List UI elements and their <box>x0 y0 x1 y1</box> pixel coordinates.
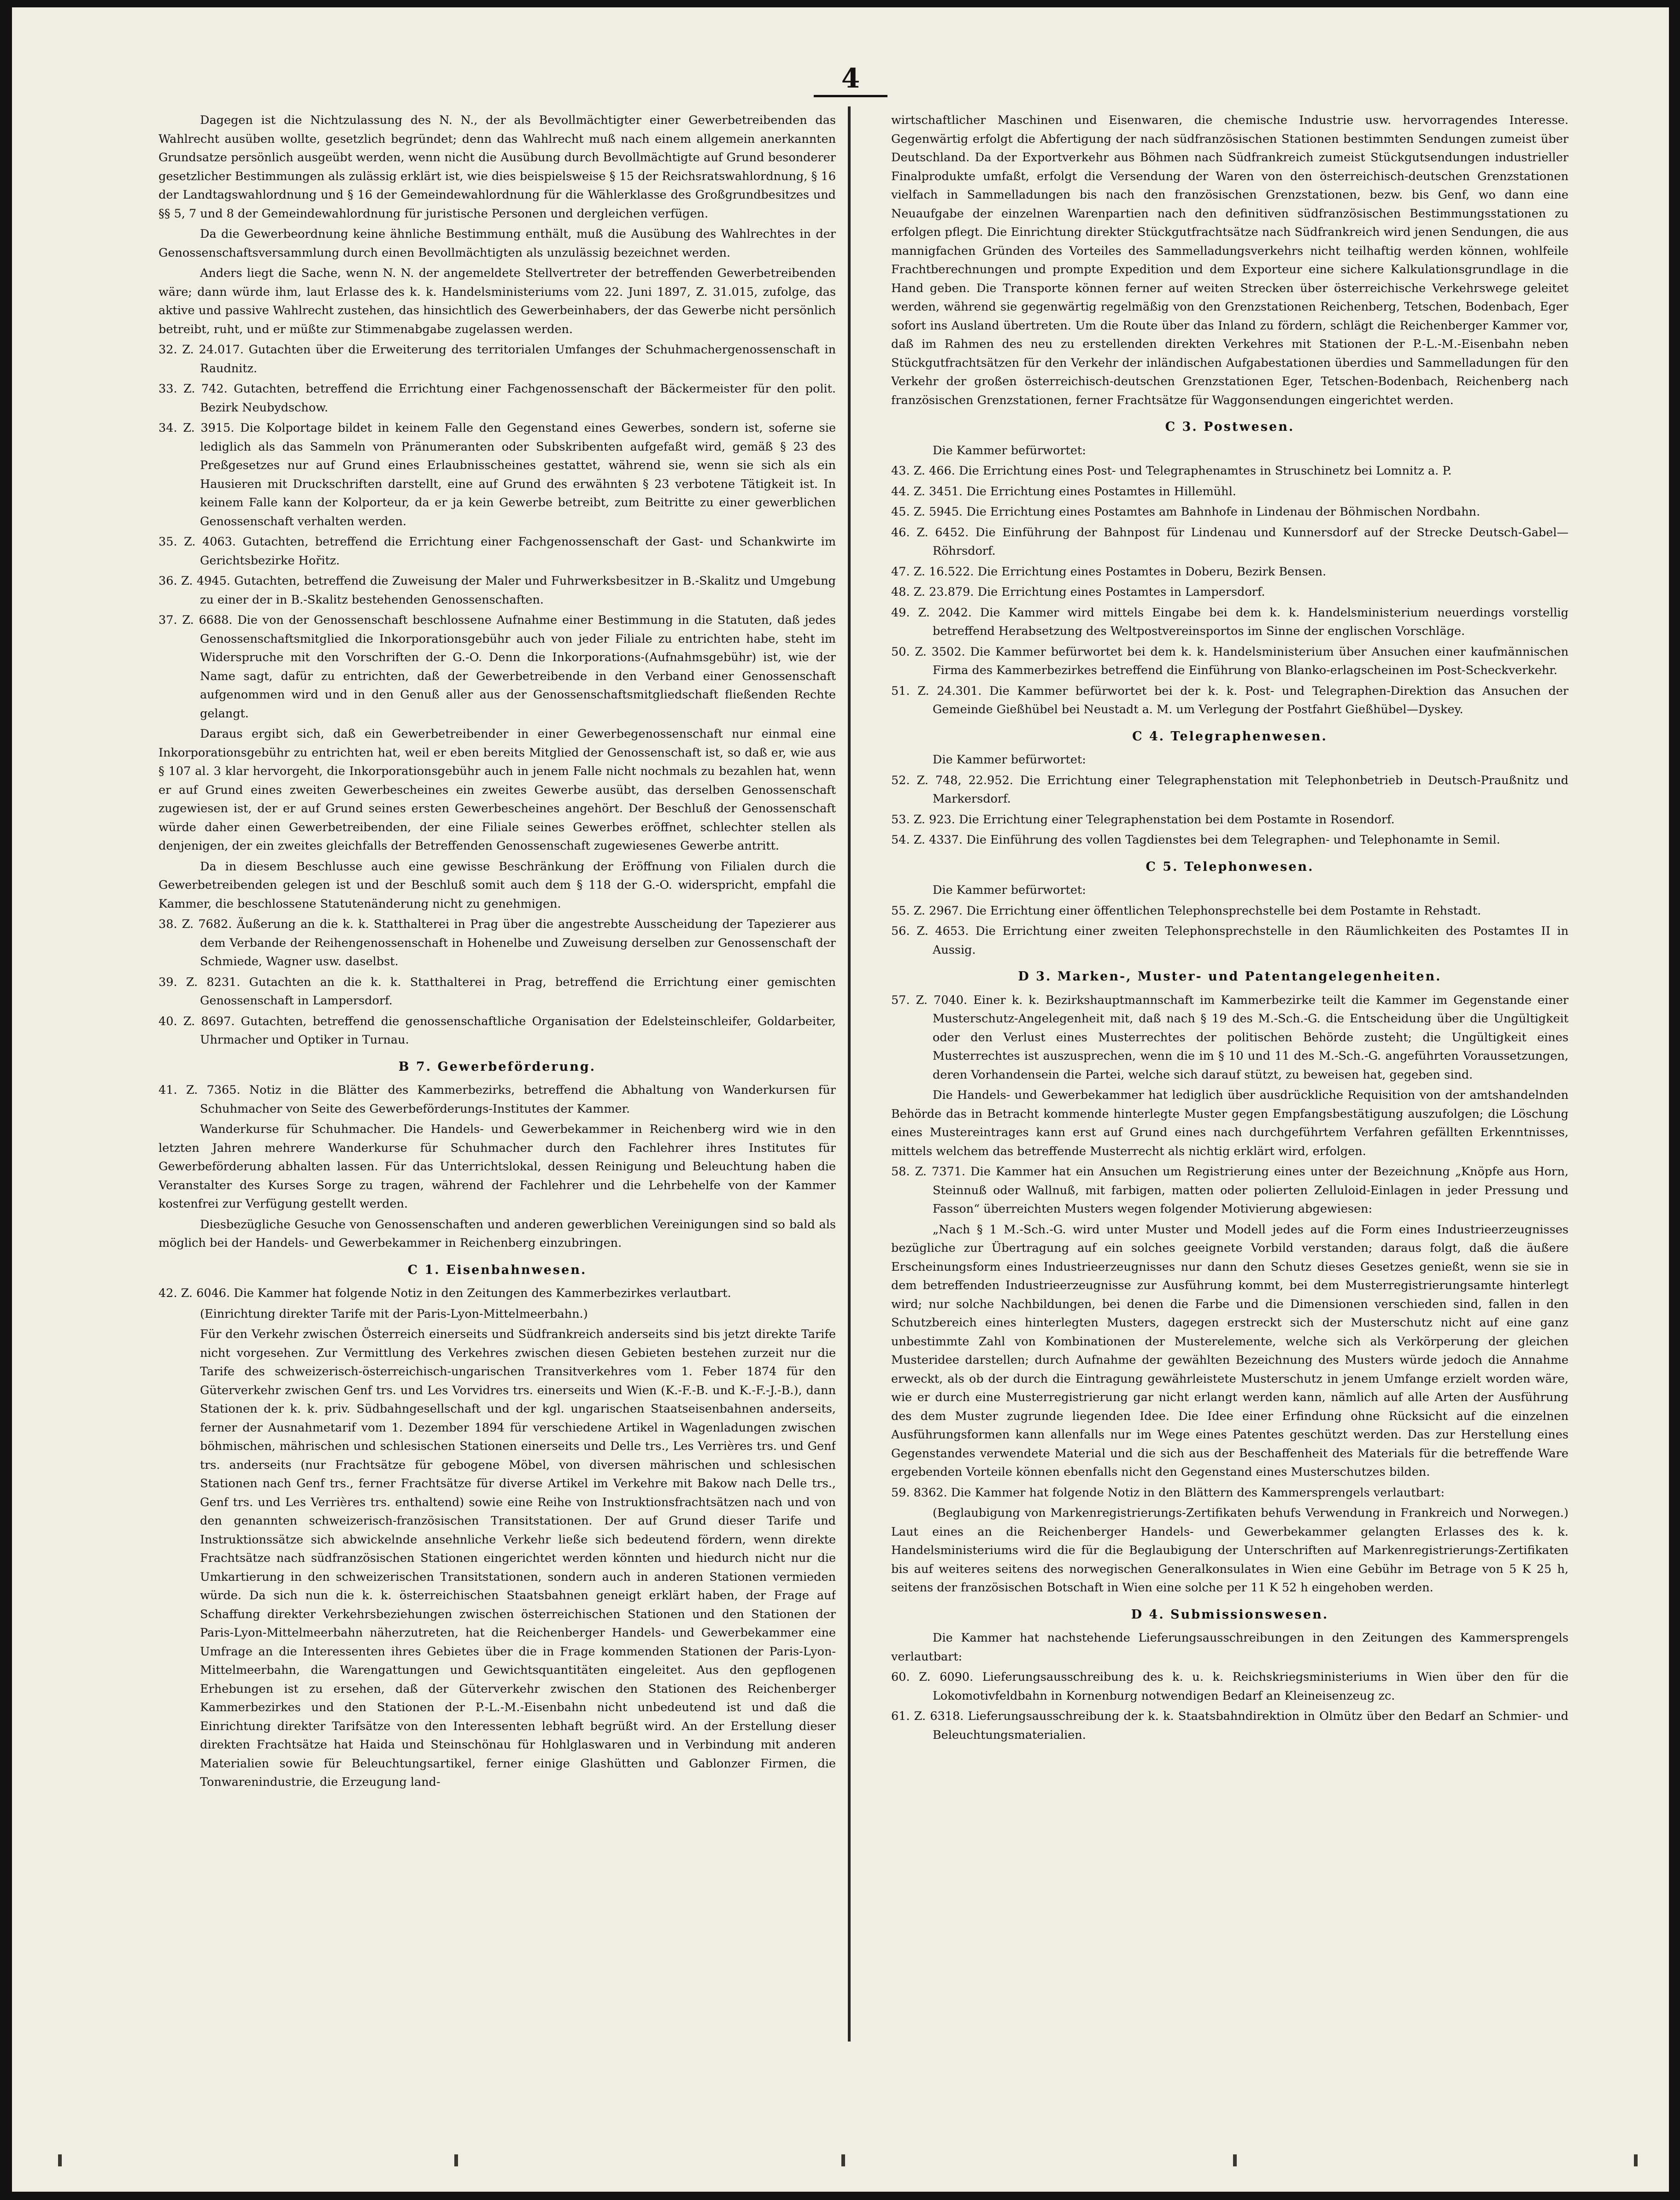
paragraph: wirtschaftlicher Maschinen und Eisenwaren, die chemische Industrie usw. hervorragendes Interesse. Gegenwärtig erfolgt die Abfertigung der nach südfranzösischen Stationen bestimmten Sendungen zumeist über Deutschland. Da der Exportverkehr aus Böhmen nach Südfrankreich zumeist Stückgutsendungen industrieller Finalprodukte umfaßt, erfolgt die Versendung der Waren von den österreichisch-deutschen Grenzstationen vielfach in Sammelladungen bis nach den französischen Grenzstationen, bezw. bis Genf, wo dann eine Neuaufgabe der einzelnen Warenpartien nach den definitiven südfranzösischen Bestimmungsstationen zu erfolgen pflegt. Die Einrichtung direkter Stückgutfrachtsätze nach Südfrankreich wird jenen Sendungen, die aus mannigfachen Gründen des Vorteiles des Sammelladungsverkehrs nicht teilhaftig werden können, wohlfeile Frachtberechnungen und prompte Expedition und dem Exporteur eine sichere Kalkulationsgrundlage in die Hand geben. Die Transporte können ferner auf weiten Strecken über österreichische Verkehrswege geleitet werden, während sie gegenwärtig regelmäßig von den Grenzstationen Reichenberg, Tetschen, Bodenbach, Eger sofort ins Ausland übertreten. Um die Route über das Inland zu fördern, schlägt die Reichenberger Kammer vor, daß im Rahmen des neu zu erstellenden direkten Verkehres mit Stationen der P.-L.-M.-Eisenbahn neben Stückgutfrachtsätzen für den Verkehr der inländischen Aufgabestationen überdies und Sammelladungen für den Verkehr der großen österreichisch-deutschen Grenzstationen Eger, Tetschen-Bodenbach, Reichenberg nach französischen Grenzstationen, ferner Frachtsätze für Waggonsendungen eingerichtet werden. <box>891 113 1568 407</box>
section-heading-c5: C 5. Telephonwesen. <box>1145 859 1314 874</box>
entry-47: 47. Z. 16.522. Die Errichtung eines Postamtes in Doberu, Bezirk Bensen. <box>891 564 1327 579</box>
entry-40: 40. Z. 8697. Gutachten, betreffend die genossenschaftliche Organisation der Edelsteinschleifer, Goldarbeiter, Uhrmacher und Optiker in Turnau. <box>159 1014 836 1047</box>
paragraph: Da in diesem Beschlusse auch eine gewisse Beschränkung der Eröffnung von Filialen durch die Gewerbetreibenden gelegen ist und der Beschluß somit auch dem § 118 der G.-O. widerspricht, empfahl die Kammer, die beschlossene Statutenänderung nicht zu genehmigen. <box>159 859 836 911</box>
entry-61: 61. Z. 6318. Lieferungsausschreibung der k. k. Staatsbahndirektion in Olmütz über den Bedarf an Schmier- und Beleuchtungsmaterialien. <box>891 1709 1568 1742</box>
left-column <box>159 111 836 2046</box>
paragraph: Diesbezügliche Gesuche von Genossenschaften und anderen gewerblichen Vereinigungen sind so bald als möglich bei der Handels- und Gewerbekammer in Reichenberg einzubringen. <box>159 1217 836 1250</box>
column-divider <box>848 106 851 2042</box>
entry-50: 50. Z. 3502. Die Kammer befürwortet bei dem k. k. Handelsministerium über Ansuchen einer kaufmännischen Firma des Kammerbezirkes betreffend die Einführung von Blanko-erlagscheinen im Post-Scheckverkehr. <box>891 645 1568 677</box>
entry-56: 56. Z. 4653. Die Errichtung einer zweiten Telephonsprechstelle in den Räumlichkeiten des Postamtes II in Aussig. <box>891 924 1568 957</box>
section-heading-c3: C 3. Postwesen. <box>1165 420 1295 434</box>
paragraph: Die Handels- und Gewerbekammer hat lediglich über ausdrückliche Requisition von der amtshandelnden Behörde das in Betracht kommende hinterlegte Muster gegen Empfangsbestätigung auszufolgen; die Löschung eines Mustereintrages kann erst auf Grund eines nach durchgeführtem Verfahren gefällten Erkenntnisses, mittels welchem das betreffende Musterrecht als nichtig erklärt wird, erfolgen. <box>891 1088 1568 1158</box>
edge-mark <box>454 2154 458 2166</box>
entry-54: 54. Z. 4337. Die Einführung des vollen Tagdienstes bei dem Telegraphen- und Telephonamte in Semil. <box>891 833 1500 847</box>
section-heading-c1: C 1. Eisenbahnwesen. <box>407 1262 587 1277</box>
entry-52: 52. Z. 748, 22.952. Die Errichtung einer Telegraphenstation mit Telephonbetrieb in Deutsch-Praußnitz und Markersdorf. <box>891 773 1568 806</box>
entry-57: 57. Z. 7040. Einer k. k. Bezirkshauptmannschaft im Kammerbezirke teilt die Kammer im Gegenstande einer Musterschutz-Angelegenheit mit, daß nach § 19 des M.-Sch.-G. die Entscheidung über die Ungültigkeit oder den Verlust eines Musterrechtes der politischen Behörde zusteht; die Ungültigkeit eines Musterrechtes ist auszusprechen, wenn die im § 10 und 11 des M.-Sch.-G. angeführten Voraussetzungen, deren Vorhandensein die Partei, welche sich darauf stützt, zu beweisen hat, gegeben sind. <box>891 993 1568 1082</box>
right-column <box>891 111 1568 2046</box>
section-heading-d3: D 3. Marken-, Muster- und Patentangelegenheiten. <box>1018 969 1442 984</box>
paragraph: Dagegen ist die Nichtzulassung des N. N., der als Bevollmächtigter einer Gewerbetreibenden das Wahlrecht ausüben wollte, gesetzlich begründet; denn das Wahlrecht muß nach einem allgemein anerkannten Grundsatze persönlich ausgeübt werden, wenn nicht die Ausübung durch Bevollmächtigte auf Grund besonderer gesetzlicher Bestimmungen als zulässig erklärt ist, wie dies beispielsweise § 15 der Reichsratswahlordnung, § 16 der Landtagswahlordnung und § 16 der Gemeindewahlordnung für die Wählerklasse des Großgrundbesitzes und §§ 5, 7 und 8 der Gemeindewahlordnung für juristische Personen und dergleichen verfügen. <box>159 113 836 221</box>
entry-34: 34. Z. 3915. Die Kolportage bildet in keinem Falle den Gegenstand eines Gewerbes, sondern ist, soferne sie lediglich als das Sammeln von Pränumeranten oder Subskribenten aufgefaßt wird, gemäß § 23 des Preßgesetzes nur auf Grund eines Erlaubnisscheines gestattet, während sie, wenn sie sich als ein Hausieren mit Druckschriften darstellt, eine auf Grund des erwähnten § 23 verbotene Tätigkeit ist. In keinem Falle kann der Kolporteur, da er ja kein Gewerbe betreibt, zum Beitritte zu einer gewerblichen Genossenschaft verhalten werden. <box>159 421 836 528</box>
section-heading-b7: B 7. Gewerbeförderung. <box>398 1059 596 1074</box>
lead-text: Die Kammer befürwortet: <box>933 443 1086 458</box>
entry-59: 59. 8362. Die Kammer hat folgende Notiz in den Blättern des Kammersprengels verlautbart: <box>891 1485 1445 1500</box>
entry-55: 55. Z. 2967. Die Errichtung einer öffentlichen Telephonsprechstelle bei dem Postamte in Rehstadt. <box>891 903 1481 918</box>
page-number: 4 <box>841 63 860 94</box>
entry-60: 60. Z. 6090. Lieferungsausschreibung des k. u. k. Reichskriegsministeriums in Wien über den für die Lokomotivfeldbahn in Kornenburg notwendigen Bedarf an Kleineisenzeug zc. <box>891 1670 1568 1703</box>
lead-text: Die Kammer befürwortet: <box>933 753 1086 767</box>
entry-35: 35. Z. 4063. Gutachten, betreffend die Errichtung einer Fachgenossenschaft der Gast- und Schankwirte im Gerichtsbezirke Hořitz. <box>159 535 836 568</box>
entry-46: 46. Z. 6452. Die Einführung der Bahnpost für Lindenau und Kunnersdorf auf der Strecke Deutsch-Gabel—Röhrsdorf. <box>891 525 1568 558</box>
entry-49: 49. Z. 2042. Die Kammer wird mittels Eingabe bei dem k. k. Handelsministerium neuerdings vorstellig betreffend Herabsetzung des Weltpostvereinsportos im Sinne der englischen Vorschläge. <box>891 605 1568 638</box>
entry-51: 51. Z. 24.301. Die Kammer befürwortet bei der k. k. Post- und Telegraphen-Direktion das Ansuchen der Gemeinde Gießhübel bei Neustadt a. M. um Verlegung der Postfahrt Gießhübel—Dyskey. <box>891 684 1568 716</box>
paragraph: Für den Verkehr zwischen Österreich einerseits und Südfrankreich anderseits sind bis jetzt direkte Tarife nicht vorgesehen. Zur Vermittlung des Verkehres zwischen diesen Gebieten bestehen zurzeit nur die Tarife des schweizerisch-österreichisch-ungarischen Transitverkehres vom 1. Feber 1874 für den Güterverkehr zwischen Genf trs. und Les Vorvidres trs. einerseits und Wien (K.-F.-B. und K.-F.-J.-B.), dann Stationen der k. k. priv. Südbahngesellschaft und der kgl. ungarischen Staatseisenbahnen anderseits, ferner der Ausnahmetarif vom 1. Dezember 1894 für verschiedene Artikel in Wagenladungen zwischen böhmischen, mährischen und schlesischen Stationen einerseits und Delle trs., Les Verrières trs. und Genf trs. anderseits (nur Frachtsätze für gebogene Möbel, von diversen mährischen und schlesischen Stationen nach Genf trs., ferner Frachtsätze für diverse Artikel im Verkehre mit Bakow nach Delle trs., Genf trs. und Les Verrières trs. enthaltend) sowie eine Reihe von Instruktionsfrachtsätzen nach und von den genannten schweizerisch-französischen Transitstationen. Der auf Grund dieser Tarife und Instruktionssätze sich abwickelnde ansehnliche Verkehr ließe sich bedeutend fördern, wenn direkte Frachtsätze nach südfranzösischen Stationen eingerichtet werden könnten und hiedurch nicht nur die Umkartierung in den schweizerischen Transitstationen, sondern auch in anderen Stationen vermieden würde. Da sich nun die k. k. österreichischen Staatsbahnen geneigt erklärt haben, der Frage auf Schaffung direkter Verkehrsbeziehungen zwischen österreichischen Stationen und den Stationen der Paris-Lyon-Mittelmeerbahn näherzutreten, hat die Reichenberger Handels- und Gewerbekammer eine Umfrage an die Interessenten ihres Gebietes über die in Frage kommenden Stationen der Paris-Lyon-Mittelmeerbahn, die Warengattungen und Gewichtsquantitäten eingeleitet. Aus den gepflogenen Erhebungen ist zu ersehen, daß der Güterverkehr zwischen den Stationen des Reichenberger Kammerbezirkes und den Stationen der P.-L.-M.-Eisenbahn nicht unbedeutend ist und daß die Einrichtung direkter Tarifsätze von den Interessenten lebhaft begrüßt wird. An der Erstellung dieser direkten Frachtsätze hat Haida und Steinschönau für Hohlglaswaren und in Verbindung mit anderen Materialien sowie für Beleuchtungsartikel, ferner einige Glashütten und Gablonzer Firmen, die Tonwarenindustrie, die Erzeugung land- <box>200 1327 836 1789</box>
entry-48: 48. Z. 23.879. Die Errichtung eines Postamtes in Lampersdorf. <box>891 585 1265 599</box>
entry-58: 58. Z. 7371. Die Kammer hat ein Ansuchen um Registrierung eines unter der Bezeichnung „Knöpfe aus Horn, Steinnuß oder Wallnuß, mit farbigen, matten oder polierten Zelluloid-Einlagen in jeder Pressung und Fasson“ überreichten Musters wegen folgender Motivierung abgewiesen: <box>891 1165 1568 1216</box>
section-heading-d4: D 4. Submissionswesen. <box>1131 1607 1329 1622</box>
entry-39: 39. Z. 8231. Gutachten an die k. k. Statthalterei in Prag, betreffend die Errichtung einer gemischten Genossenschaft in Lampersdorf. <box>159 975 836 1008</box>
entry-36: 36. Z. 4945. Gutachten, betreffend die Zuweisung der Maler und Fuhrwerksbesitzer in B.-Skalitz und Umgebung zu einer der in B.-Skalitz bestehenden Genossenschaften. <box>159 574 836 607</box>
paragraph: (Einrichtung direkter Tarife mit der Paris-Lyon-Mittelmeerbahn.) <box>200 1307 588 1321</box>
paragraph: Wanderkurse für Schuhmacher. Die Handels- und Gewerbekammer in Reichenberg wird wie in den letzten Jahren mehrere Wanderkurse für Schuhmacher durch den Fachlehrer ihres Institutes für Gewerbeförderung abhalten lassen. Für das Unterrichtslokal, dessen Reinigung und Beleuchtung haben die Veranstalter des Kurses Sorge zu tragen, während der Fachlehrer und die Lehrbehelfe von der Kammer kostenfrei zur Verfügung gestellt werden. <box>159 1122 836 1211</box>
edge-mark <box>841 2154 845 2166</box>
paragraph: (Beglaubigung von Markenregistrierungs-Zertifikaten behufs Verwendung in Frankreich und Norwegen.) Laut eines an die Reichenberger Handels- und Gewerbekammer gelangten Erlasses des k. k. Handelsministeriums wird die für die Beglaubigung der Unterschriften auf Markenregistrierungs-Zertifikaten bis auf weiteres seitens des norwegischen Generalkonsulates in Wien eine Gebühr im Betrage von 5 K 25 h, seitens der französischen Botschaft in Wien eine solche per 11 K 52 h eingehoben werden. <box>891 1506 1568 1595</box>
edge-mark <box>58 2154 62 2166</box>
entry-53: 53. Z. 923. Die Errichtung einer Telegraphenstation bei dem Postamte in Rosendorf. <box>891 812 1395 827</box>
entry-41: 41. Z. 7365. Notiz in die Blätter des Kammerbezirks, betreffend die Abhaltung von Wanderkursen für Schuhmacher von Seite des Gewerbeförderungs-Institutes der Kammer. <box>159 1083 836 1116</box>
section-heading-c4: C 4. Telegraphenwesen. <box>1132 729 1328 744</box>
entry-37: 37. Z. 6688. Die von der Genossenschaft beschlossene Aufnahme einer Bestimmung in die Statuten, daß jedes Genossenschaftsmitglied die Inkorporationsgebühr auch von jeder Filiale zu entrichten habe, steht im Widerspruche mit den Vorschriften der G.-O. Denn die Inkorporations-(Aufnahmsgebühr) ist, wie der Name sagt, dafür zu entrichten, daß der Gewerbetreibende in den Verband einer Genossenschaft aufgenommen wird und in den Genuß aller aus der Genossenschaftsmitgliedschaft fließenden Rechte gelangt. <box>159 613 836 721</box>
entry-32: 32. Z. 24.017. Gutachten über die Erweiterung des territorialen Umfanges der Schuhmachergenossenschaft in Raudnitz. <box>159 343 836 375</box>
entry-43: 43. Z. 466. Die Errichtung eines Post- und Telegraphenamtes in Struschinetz bei Lomnitz a. P. <box>891 464 1452 478</box>
entry-44: 44. Z. 3451. Die Errichtung eines Postamtes in Hillemühl. <box>891 484 1236 499</box>
edge-mark <box>1634 2154 1638 2166</box>
paragraph: Da die Gewerbeordnung keine ähnliche Bestimmung enthält, muß die Ausübung des Wahlrechtes in der Genossenschaftsversammlung durch einen Bevollmächtigten als unzulässig bezeichnet werden. <box>159 227 836 260</box>
paragraph: Daraus ergibt sich, daß ein Gewerbetreibender in einer Gewerbegenossenschaft nur einmal eine Inkorporationsgebühr zu entrichten hat, weil er eben bereits Mitglied der Genossenschaft ist, so daß er, wie aus § 107 al. 3 klar hervorgeht, die Inkorporationsgebühr auch in jenem Falle nicht nochmals zu bezahlen hat, wenn er auf Grund eines zweiten Gewerbescheines ein zweites Gewerbe ausübt, das derselben Genossenschaft zugewiesen ist, der er auf Grund seines ersten Gewerbescheines angehört. Der Beschluß der Genossenschaft würde daher einen Gewerbetreibenden, der eine Filiale seines Gewerbes eröffnet, schlechter stellen als denjenigen, der ein zweites gleichfalls der Betreffenden Genossenschaft zugewiesenes Gewerbe antritt. <box>159 727 836 853</box>
paragraph: Anders liegt die Sache, wenn N. N. der angemeldete Stellvertreter der betreffenden Gewerbetreibenden wäre; dann würde ihm, laut Erlasse des k. k. Handelsministeriums vom 22. Juni 1897, Z. 31.015, zufolge, das aktive und passive Wahlrecht zustehen, das hinsichtlich des Gewerbeinhabers, der das Gewerbe nicht persönlich betreibt, ruht, und er müßte zur Stimmenabgabe zugelassen werden. <box>159 266 836 336</box>
entry-38: 38. Z. 7682. Äußerung an die k. k. Statthalterei in Prag über die angestrebte Ausscheidung der Tapezierer aus dem Verbande der Reihengenossenschaft in Hohenelbe und Zuweisung derselben zur Genossenschaft der Schmiede, Wagner usw. daselbst. <box>159 917 836 968</box>
lead-text: Die Kammer hat nachstehende Lieferungsausschreibungen in den Zeitungen des Kammersprengels verlautbart: <box>891 1631 1568 1664</box>
entry-42: 42. Z. 6046. Die Kammer hat folgende Notiz in den Zeitungen des Kammerbezirkes verlautbart. <box>159 1286 731 1300</box>
page-number-rule <box>814 95 887 97</box>
entry-45: 45. Z. 5945. Die Errichtung eines Postamtes am Bahnhofe in Lindenau der Böhmischen Nordbahn. <box>891 505 1480 519</box>
paragraph: „Nach § 1 M.-Sch.-G. wird unter Muster und Modell jedes auf die Form eines Industrieerzeugnisses bezügliche zur Übertragung auf ein solches geeignete Vorbild verstanden; daraus folgt, daß die äußere Erscheinungsform eines Industrieerzeugnisses nur dann den Schutz dieses Gesetzes genießt, wenn sie sie in dem betreffenden Industrieerzeugnisse zur Ausführung kommt, bei dem Musterregistrierungsamte hinterlegt wird; nur solche Nachbildungen, bei denen die Farbe und die Dimensionen verschieden sind, fallen in den Schutzbereich eines hinterlegten Musters, dagegen erstreckt sich der Musterschutz nicht auf eine ganz unbestimmte Zahl von Kombinationen der Musterelemente, welche sich als Verkörperung der gleichen Musteridee darstellen; durch Aufnahme der gewählten Bezeichnung des Musters würde jedoch die Annahme erweckt, als ob der durch die Eintragung gewährleistete Musterschutz in jenem Umfange erzielt worden wäre, wie er durch eine Musterregistrierung gar nicht erlangt werden kann, nämlich auf alle Arten der Ausführung des dem Muster zugrunde liegenden Idee. Die Idee einer Erfindung ohne Rücksicht auf die einzelnen Ausführungsformen kann allenfalls nur im Wege eines Patentes geschützt werden. Das zur Herstellung eines Gegenstandes verwendete Material und die sich aus der Beschaffenheit des Materials für die betreffende Ware ergebenden Vorteile können ebenfalls nicht den Gegenstand eines Musterschutzes bilden. <box>891 1222 1568 1479</box>
lead-text: Die Kammer befürwortet: <box>933 883 1086 897</box>
entry-33: 33. Z. 742. Gutachten, betreffend die Errichtung einer Fachgenossenschaft der Bäckermeister für den polit. Bezirk Neubydschow. <box>159 382 836 415</box>
edge-mark <box>1233 2154 1237 2166</box>
